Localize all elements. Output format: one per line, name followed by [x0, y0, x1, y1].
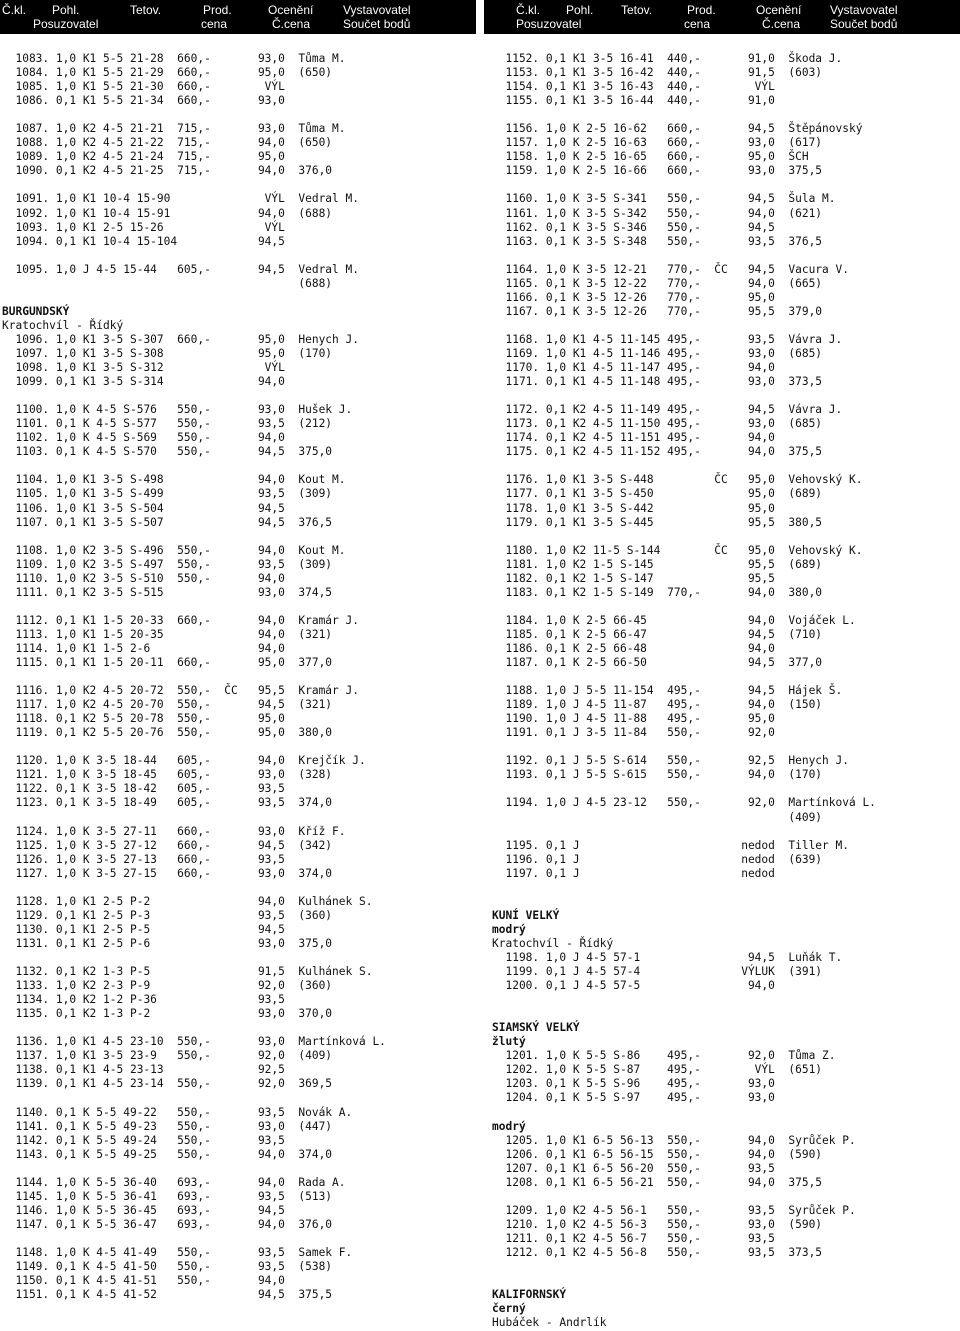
entry-line: 1113. 1,0 K1 1-5 20-35 94,0 (321) — [2, 627, 333, 641]
entry-line: 1142. 0,1 K 5-5 49-24 550,- 93,5 — [2, 1133, 285, 1147]
entry-line: 1179. 0,1 K1 3-5 S-445 95,5 380,5 — [492, 515, 823, 529]
entry-line: 1124. 1,0 K 3-5 27-11 660,- 93,0 Kříž F. — [2, 824, 346, 838]
entry-line: 1088. 1,0 K2 4-5 21-22 715,- 94,0 (650) — [2, 136, 333, 150]
entry-line: 1178. 1,0 K1 3-5 S-442 95,0 — [492, 501, 775, 515]
entry-line: 1210. 1,0 K2 4-5 56-3 550,- 93,0 (590) — [492, 1217, 823, 1231]
entry-line: 1086. 0,1 K1 5-5 21-34 660,- 93,0 — [2, 94, 285, 108]
entry-line: 1103. 0,1 K 4-5 S-570 550,- 94,5 375,0 — [2, 445, 333, 459]
entry-line: 1085. 1,0 K1 5-5 21-30 660,- VÝL — [2, 80, 285, 94]
header-cell: Prod. — [687, 3, 716, 17]
entry-line: 1170. 1,0 K1 4-5 11-147 495,- 94,0 — [492, 361, 775, 375]
section-heading: KUNÍ VELKÝ — [492, 908, 560, 922]
entry-line: 1192. 0,1 J 5-5 S-614 550,- 92,5 Henych J. — [492, 754, 849, 768]
entry-line: 1176. 1,0 K1 3-5 S-448 ČC 95,0 Vehovský K. — [492, 473, 863, 487]
entry-line: 1117. 1,0 K2 4-5 20-70 550,- 94,5 (321) — [2, 698, 333, 712]
spacer — [2, 951, 472, 965]
entry-line: 1197. 0,1 J nedod — [492, 866, 775, 880]
spacer — [492, 895, 960, 909]
section-heading: žlutý — [492, 1035, 526, 1049]
spacer — [2, 108, 472, 122]
entry-line: 1200. 0,1 J 4-5 57-5 94,0 — [492, 979, 775, 993]
header-cell: Č.cena — [762, 17, 801, 31]
entry-line: 1172. 0,1 K2 4-5 11-149 495,- 94,5 Vávra J. — [492, 403, 843, 417]
spacer — [492, 600, 960, 614]
entry-line: 1159. 1,0 K 2-5 16-66 660,- 93,0 375,5 — [492, 164, 823, 178]
entry-line: 1185. 0,1 K 2-5 66-47 94,5 (710) — [492, 627, 823, 641]
spacer — [492, 459, 960, 473]
entry-line: 1140. 0,1 K 5-5 49-22 550,- 93,5 Novák A. — [2, 1105, 353, 1119]
entry-line: 1121. 1,0 K 3-5 18-45 605,- 93,0 (328) — [2, 768, 333, 782]
section-heading: modrý — [492, 1119, 526, 1133]
entry-line: 1161. 1,0 K 3-5 S-342 550,- 94,0 (621) — [492, 206, 823, 220]
entry-line: 1144. 1,0 K 5-5 36-40 693,- 94,0 Rada A. — [2, 1175, 346, 1189]
header-cell: Posuzovatel — [33, 17, 99, 31]
entry-line: 1152. 0,1 K1 3-5 16-41 440,- 91,0 Škoda J. — [492, 52, 843, 65]
spacer — [492, 1260, 960, 1274]
entry-line: 1128. 1,0 K1 2-5 P-2 94,0 Kulhánek S. — [2, 894, 373, 908]
spacer — [492, 530, 960, 544]
entry-line: 1195. 0,1 J nedod Tiller M. — [492, 838, 849, 852]
entry-line: 1130. 0,1 K1 2-5 P-5 94,5 — [2, 922, 285, 936]
entry-line: 1149. 0,1 K 4-5 41-50 550,- 93,5 (538) — [2, 1260, 333, 1274]
spacer — [492, 389, 960, 403]
entry-line: Kratochvíl - Řídký — [492, 936, 614, 950]
entry-line: 1153. 0,1 K1 3-5 16-42 440,- 91,5 (603) — [492, 66, 823, 80]
entry-line: 1089. 1,0 K2 4-5 21-24 715,- 95,0 — [2, 150, 285, 164]
left-column — [2, 52, 472, 1302]
spacer — [2, 600, 472, 614]
spacer — [2, 1021, 472, 1035]
entry-line: 1174. 0,1 K2 4-5 11-151 495,- 94,0 — [492, 431, 775, 445]
entry-line: 1147. 0,1 K 5-5 36-47 693,- 94,0 376,0 — [2, 1217, 333, 1231]
entry-line: 1097. 1,0 K1 3-5 S-308 95,0 (170) — [2, 346, 333, 360]
spacer — [492, 670, 960, 684]
entry-line: (688) — [2, 276, 333, 290]
entry-line: 1093. 1,0 K1 2-5 15-26 VÝL — [2, 220, 285, 234]
header-cell: Č.kl. — [2, 3, 26, 17]
spacer — [492, 1190, 960, 1204]
entry-line: 1186. 0,1 K 2-5 66-48 94,0 — [492, 641, 775, 655]
entry-line: 1212. 0,1 K2 4-5 56-8 550,- 93,5 373,5 — [492, 1245, 823, 1259]
entry-line: 1150. 0,1 K 4-5 41-51 550,- 94,0 — [2, 1274, 285, 1288]
spacer — [492, 993, 960, 1007]
header-right — [484, 0, 960, 34]
entry-line: 1189. 1,0 J 4-5 11-87 495,- 94,0 (150) — [492, 698, 823, 712]
entry-line: 1187. 0,1 K 2-5 66-50 94,5 377,0 — [492, 656, 823, 670]
entry-line: 1207. 0,1 K1 6-5 56-20 550,- 93,5 — [492, 1161, 775, 1175]
spacer — [2, 670, 472, 684]
header-cell: cena — [684, 17, 711, 31]
header-cell: Pohl. — [566, 3, 594, 17]
spacer — [492, 178, 960, 192]
entry-line: 1205. 1,0 K1 6-5 56-13 550,- 94,0 Syrůček P. — [492, 1133, 856, 1147]
entry-line: 1145. 1,0 K 5-5 36-41 693,- 93,5 (513) — [2, 1189, 333, 1203]
entry-line: 1183. 0,1 K2 1-5 S-149 770,- 94,0 380,0 — [492, 585, 823, 599]
spacer — [2, 291, 472, 305]
entry-line: 1190. 1,0 J 4-5 11-88 495,- 95,0 — [492, 712, 775, 726]
entry-line: 1168. 1,0 K1 4-5 11-145 495,- 93,5 Vávra J. — [492, 332, 843, 346]
spacer — [492, 319, 960, 333]
entry-line: 1141. 0,1 K 5-5 49-23 550,- 93,0 (447) — [2, 1119, 333, 1133]
entry-line: 1196. 0,1 J nedod (639) — [492, 852, 823, 866]
spacer — [492, 782, 960, 796]
entry-line: 1114. 1,0 K1 1-5 2-6 94,0 — [2, 641, 285, 655]
spacer — [2, 1162, 472, 1176]
entry-line: 1166. 0,1 K 3-5 12-26 770,- 95,0 — [492, 290, 775, 304]
section-heading: SIAMSKÝ VELKÝ — [492, 1021, 580, 1035]
entry-line: 1134. 1,0 K2 1-2 P-36 93,5 — [2, 993, 285, 1007]
entry-line: 1120. 1,0 K 3-5 18-44 605,- 94,0 Krejčík J. — [2, 754, 366, 768]
section-heading: BURGUNDSKÝ — [2, 304, 70, 318]
entry-line: 1167. 0,1 K 3-5 12-26 770,- 95,5 379,0 — [492, 304, 823, 318]
section-heading: černý — [492, 1302, 526, 1316]
header-cell: Ocenění — [756, 3, 802, 17]
entry-line: 1108. 1,0 K2 3-5 S-496 550,- 94,0 Kout M. — [2, 543, 346, 557]
entry-line: 1151. 0,1 K 4-5 41-52 94,5 375,5 — [2, 1288, 333, 1302]
entry-line: 1100. 1,0 K 4-5 S-576 550,- 93,0 Hušek J. — [2, 403, 353, 417]
entry-line: 1102. 1,0 K 4-5 S-569 550,- 94,0 — [2, 431, 285, 445]
entry-line: 1193. 0,1 J 5-5 S-615 550,- 94,0 (170) — [492, 768, 823, 782]
entry-line: (409) — [492, 810, 823, 824]
entry-line: 1198. 1,0 J 4-5 57-1 94,5 Luňák T. — [492, 951, 843, 964]
header-cell: Vystavovatel — [343, 3, 411, 17]
entry-line: 1091. 1,0 K1 10-4 15-90 VÝL Vedral M. — [2, 192, 359, 206]
entry-line: 1155. 0,1 K1 3-5 16-44 440,- 91,0 — [492, 94, 775, 108]
spacer — [492, 740, 960, 754]
entry-line: 1136. 1,0 K1 4-5 23-10 550,- 93,0 Martínková L. — [2, 1035, 386, 1049]
entry-line: 1171. 0,1 K1 4-5 11-148 495,- 93,0 373,5 — [492, 375, 823, 389]
entry-line: 1137. 1,0 K1 3-5 23-9 550,- 92,0 (409) — [2, 1049, 333, 1063]
entry-line: 1123. 0,1 K 3-5 18-49 605,- 93,5 374,0 — [2, 796, 333, 810]
entry-line: 1115. 0,1 K1 1-5 20-11 660,- 95,0 377,0 — [2, 656, 333, 670]
entry-line: 1098. 1,0 K1 3-5 S-312 VÝL — [2, 361, 285, 375]
entry-line: 1165. 0,1 K 3-5 12-22 770,- 94,0 (665) — [492, 276, 823, 290]
entry-line: 1087. 1,0 K2 4-5 21-21 715,- 93,0 Tůma M. — [2, 122, 346, 136]
entry-line: 1188. 1,0 J 5-5 11-154 495,- 94,5 Hájek Š. — [492, 684, 843, 698]
entry-line: 1096. 1,0 K1 3-5 S-307 660,- 95,0 Henych J. — [2, 332, 359, 346]
entry-line: 1095. 1,0 J 4-5 15-44 605,- 94,5 Vedral M. — [2, 262, 359, 276]
entry-line: 1173. 0,1 K2 4-5 11-150 495,- 93,0 (685) — [492, 417, 823, 431]
entry-line: 1116. 1,0 K2 4-5 20-72 550,- ČC 95,5 Kramár J. — [2, 684, 359, 698]
section-heading: modrý — [492, 922, 526, 936]
entry-line: 1106. 1,0 K1 3-5 S-504 94,5 — [2, 501, 285, 515]
entry-line: 1160. 1,0 K 3-5 S-341 550,- 94,5 Šula M. — [492, 192, 836, 206]
entry-line: 1094. 0,1 K1 10-4 15-104 94,5 — [2, 234, 285, 248]
entry-line: 1208. 0,1 K1 6-5 56-21 550,- 94,0 375,5 — [492, 1175, 823, 1189]
entry-line: 1184. 1,0 K 2-5 66-45 94,0 Vojáček L. — [492, 613, 856, 627]
entry-line: 1163. 0,1 K 3-5 S-348 550,- 93,5 376,5 — [492, 234, 823, 248]
entry-line: 1092. 1,0 K1 10-4 15-91 94,0 (688) — [2, 206, 333, 220]
entry-line: 1132. 0,1 K2 1-3 P-5 91,5 Kulhánek S. — [2, 965, 373, 979]
entry-line: 1084. 1,0 K1 5-5 21-29 660,- 95,0 (650) — [2, 66, 333, 80]
entry-line: 1191. 0,1 J 3-5 11-84 550,- 92,0 — [492, 726, 775, 740]
entry-line: 1181. 1,0 K2 1-5 S-145 95,5 (689) — [492, 557, 823, 571]
entry-line: 1156. 1,0 K 2-5 16-62 660,- 94,5 Štěpánovský — [492, 122, 863, 136]
entry-line: 1119. 0,1 K2 5-5 20-76 550,- 95,0 380,0 — [2, 726, 333, 740]
header-cell: Č.cena — [272, 17, 311, 31]
entry-line: 1158. 1,0 K 2-5 16-65 660,- 95,0 ŠCH — [492, 150, 809, 164]
entry-line: 1154. 0,1 K1 3-5 16-43 440,- VÝL — [492, 80, 775, 94]
entry-line: 1175. 0,1 K2 4-5 11-152 495,- 94,0 375,5 — [492, 445, 823, 459]
spacer — [2, 178, 472, 192]
spacer — [2, 249, 472, 263]
entry-line: 1109. 1,0 K2 3-5 S-497 550,- 93,5 (309) — [2, 557, 333, 571]
entry-line: Hubáček - Andrlík — [492, 1316, 607, 1330]
entry-line: 1143. 0,1 K 5-5 49-25 550,- 94,0 374,0 — [2, 1147, 333, 1161]
spacer — [2, 811, 472, 825]
entry-line: 1104. 1,0 K1 3-5 S-498 94,0 Kout M. — [2, 473, 346, 487]
entry-line: 1203. 0,1 K 5-5 S-96 495,- 93,0 — [492, 1077, 775, 1091]
entry-line: 1157. 1,0 K 2-5 16-63 660,- 93,0 (617) — [492, 136, 823, 150]
header-cell: Vystavovatel — [830, 3, 898, 17]
entry-line: 1169. 1,0 K1 4-5 11-146 495,- 93,0 (685) — [492, 346, 823, 360]
entry-line: 1112. 0,1 K1 1-5 20-33 660,- 94,0 Kramár J. — [2, 613, 359, 627]
entry-line: 1126. 1,0 K 3-5 27-13 660,- 93,5 — [2, 852, 285, 866]
entry-line: Kratochvíl - Řídký — [2, 318, 124, 332]
entry-line: 1194. 1,0 J 4-5 23-12 550,- 92,0 Martínková L. — [492, 796, 876, 810]
entry-line: 1177. 0,1 K1 3-5 S-450 95,0 (689) — [492, 487, 823, 501]
spacer — [2, 881, 472, 895]
spacer — [2, 459, 472, 473]
header-cell: Tetov. — [130, 3, 162, 17]
right-column — [492, 52, 960, 1330]
header-cell: Č.kl. — [516, 3, 540, 17]
entry-line: 1135. 0,1 K2 1-3 P-2 93,0 370,0 — [2, 1007, 333, 1021]
entry-line: 1202. 1,0 K 5-5 S-87 495,- VÝL (651) — [492, 1063, 823, 1077]
entry-line: 1129. 0,1 K1 2-5 P-3 93,5 (360) — [2, 908, 333, 922]
entry-line: 1206. 0,1 K1 6-5 56-15 550,- 94,0 (590) — [492, 1147, 823, 1161]
header-cell: Pohl. — [52, 3, 80, 17]
entry-line: 1146. 1,0 K 5-5 36-45 693,- 94,5 — [2, 1203, 285, 1217]
spacer — [492, 1274, 960, 1288]
spacer — [492, 249, 960, 263]
entry-line: 1105. 1,0 K1 3-5 S-499 93,5 (309) — [2, 487, 333, 501]
spacer — [492, 108, 960, 122]
header-cell: Posuzovatel — [516, 17, 582, 31]
entry-line: 1133. 1,0 K2 2-3 P-9 92,0 (360) — [2, 979, 333, 993]
spacer — [2, 740, 472, 754]
spacer — [2, 1232, 472, 1246]
entry-line: 1180. 1,0 K2 11-5 S-144 ČC 95,0 Vehovský K. — [492, 543, 863, 557]
entry-line: 1090. 0,1 K2 4-5 21-25 715,- 94,0 376,0 — [2, 164, 333, 178]
entry-line: 1111. 0,1 K2 3-5 S-515 93,0 374,5 — [2, 585, 333, 599]
header-left — [0, 0, 476, 34]
header-cell: cena — [201, 17, 228, 31]
header-cell: Ocenění — [268, 3, 314, 17]
entry-line: 1101. 0,1 K 4-5 S-577 550,- 93,5 (212) — [2, 417, 333, 431]
entry-line: 1122. 0,1 K 3-5 18-42 605,- 93,5 — [2, 782, 285, 796]
entry-line: 1164. 1,0 K 3-5 12-21 770,- ČC 94,5 Vacura V. — [492, 262, 849, 276]
entry-line: 1110. 1,0 K2 3-5 S-510 550,- 94,0 — [2, 571, 285, 585]
entry-line: 1209. 1,0 K2 4-5 56-1 550,- 93,5 Syrůček P. — [492, 1203, 856, 1217]
header-cell: Součet bodů — [830, 17, 898, 31]
entry-line: 1162. 0,1 K 3-5 S-346 550,- 94,5 — [492, 220, 775, 234]
header-cell: Součet bodů — [343, 17, 411, 31]
entry-line: 1139. 0,1 K1 4-5 23-14 550,- 92,0 369,5 — [2, 1077, 333, 1091]
entry-line: 1199. 0,1 J 4-5 57-4 VÝLUK (391) — [492, 965, 823, 979]
entry-line: 1131. 0,1 K1 2-5 P-6 93,0 375,0 — [2, 936, 333, 950]
entry-line: 1148. 1,0 K 4-5 41-49 550,- 93,5 Samek F. — [2, 1245, 353, 1259]
entry-line: 1211. 0,1 K2 4-5 56-7 550,- 93,5 — [492, 1231, 775, 1245]
header-cell: Tetov. — [621, 3, 653, 17]
entry-line: 1204. 0,1 K 5-5 S-97 495,- 93,0 — [492, 1091, 775, 1105]
spacer — [492, 1106, 960, 1120]
section-heading: KALIFORNSKÝ — [492, 1288, 567, 1302]
spacer — [492, 881, 960, 895]
entry-line: 1201. 1,0 K 5-5 S-86 495,- 92,0 Tůma Z. — [492, 1049, 836, 1063]
header-cell: Prod. — [203, 3, 232, 17]
spacer — [492, 1007, 960, 1021]
spacer — [492, 825, 960, 839]
spacer — [2, 1091, 472, 1105]
entry-line: 1127. 1,0 K 3-5 27-15 660,- 93,0 374,0 — [2, 866, 333, 880]
entry-line: 1083. 1,0 K1 5-5 21-28 660,- 93,0 Tůma M. — [2, 52, 346, 65]
entry-line: 1099. 0,1 K1 3-5 S-314 94,0 — [2, 375, 285, 389]
entry-line: 1118. 0,1 K2 5-5 20-78 550,- 95,0 — [2, 712, 285, 726]
entry-line: 1125. 1,0 K 3-5 27-12 660,- 94,5 (342) — [2, 838, 333, 852]
spacer — [2, 530, 472, 544]
entry-line: 1107. 0,1 K1 3-5 S-507 94,5 376,5 — [2, 515, 333, 529]
entry-line: 1182. 0,1 K2 1-5 S-147 95,5 — [492, 571, 775, 585]
entry-line: 1138. 0,1 K1 4-5 23-13 92,5 — [2, 1063, 285, 1077]
spacer — [2, 389, 472, 403]
